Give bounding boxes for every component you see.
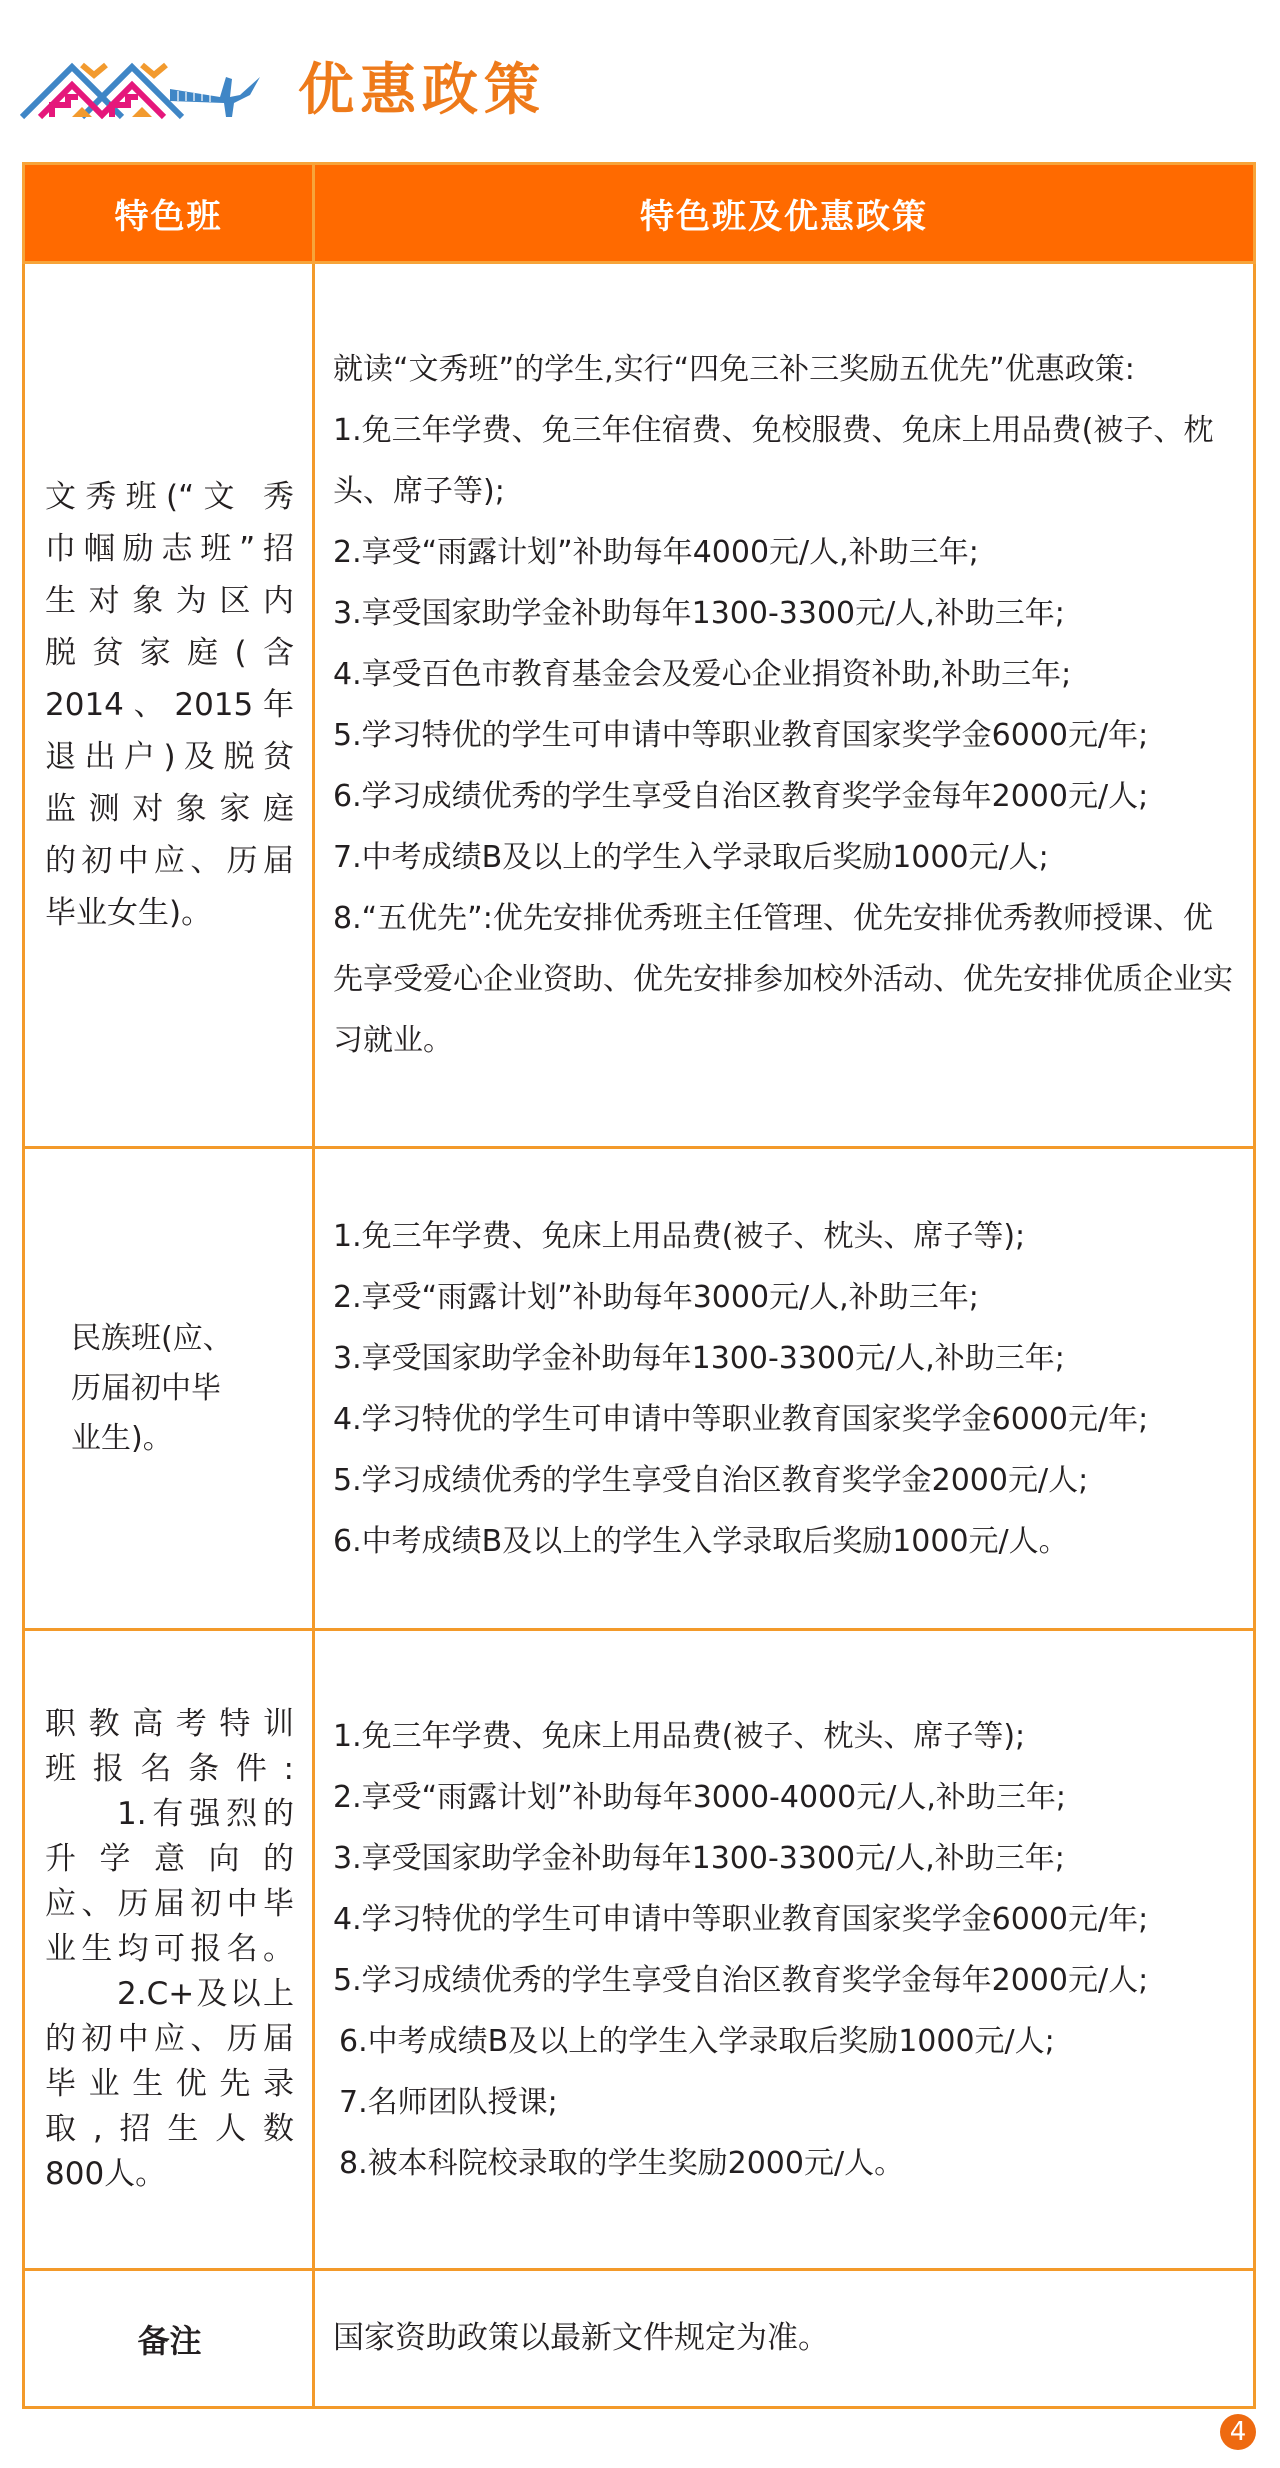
class-name-line: 取,招生人数 <box>45 2111 294 2147</box>
class-name-line: 文秀班(“文 秀 <box>45 479 294 515</box>
policy-item: 1.免三年学费、免床上用品费(被子、枕头、席子等); <box>333 1718 1026 1754</box>
class-name-line: 应、历届初中毕 <box>45 1886 294 1922</box>
policy-item: 8.被本科院校录取的学生奖励2000元/人。 <box>339 2145 905 2181</box>
policy-cell <box>314 1630 1255 2270</box>
policy-item: 2.享受“雨露计划”补助每年3000-4000元/人,补助三年; <box>333 1779 1066 1815</box>
table-row-note <box>24 2270 1255 2408</box>
page-header <box>20 56 546 126</box>
note-cell <box>314 2270 1255 2408</box>
policy-item: 3.享受国家助学金补助每年1300-3300元/人,补助三年; <box>333 1840 1065 1876</box>
class-name-cell <box>24 263 314 1148</box>
class-name-line: 业生均可报名。 <box>45 1931 294 1967</box>
policy-item: 4.享受百色市教育基金会及爱心企业捐资补助,补助三年; <box>333 657 1072 692</box>
policy-item: 6.学习成绩优秀的学生享受自治区教育奖学金每年2000元/人; <box>333 779 1149 814</box>
class-name-line: 毕业女生)。 <box>45 895 213 931</box>
note-label-cell: 备注 <box>24 2270 314 2408</box>
class-name-line: 退出户)及脱贫 <box>45 739 294 775</box>
policy-item: 4.学习特优的学生可申请中等职业教育国家奖学金6000元/年; <box>333 1901 1149 1937</box>
policy-item: 1.免三年学费、免床上用品费(被子、枕头、席子等); <box>333 1218 1026 1254</box>
policy-item: 5.学习成绩优秀的学生享受自治区教育奖学金每年2000元/人; <box>333 1962 1149 1998</box>
note-text: 国家资助政策以最新文件规定为准。 <box>333 2320 829 2356</box>
policy-item: 3.享受国家助学金补助每年1300-3300元/人,补助三年; <box>333 1340 1065 1376</box>
table-row-minzu <box>24 1148 1255 1630</box>
table-header-row <box>24 164 1255 263</box>
policy-item: 7.名师团队授课; <box>339 2084 558 2120</box>
policy-item: 1.免三年学费、免三年住宿费、免校服费、免床上用品费(被子、枕头、席子等); <box>333 413 1214 509</box>
ethnic-pattern-bird-logo-icon <box>20 61 262 121</box>
column-header-policy: 特色班及优惠政策 <box>314 164 1255 263</box>
table-row-gaokao <box>24 1630 1255 2270</box>
class-name-line: 巾帼励志班”招 <box>45 531 294 567</box>
class-name-cell <box>24 1148 314 1630</box>
class-name-line: 业生)。 <box>71 1420 173 1456</box>
class-name-line: 监测对象家庭 <box>45 791 294 827</box>
class-name-line: 民族班(应、 <box>71 1320 233 1356</box>
table-row-wenxiu <box>24 263 1255 1148</box>
class-name-line: 2014、2015年 <box>45 687 294 723</box>
class-name-line: 升学意向的 <box>45 1841 294 1877</box>
class-name-line: 历届初中毕 <box>71 1370 221 1406</box>
policy-item: 4.学习特优的学生可申请中等职业教育国家奖学金6000元/年; <box>333 1401 1149 1437</box>
class-name-line: 的初中应、历届 <box>45 843 294 879</box>
class-name-line: 的初中应、历届 <box>45 2021 294 2057</box>
policy-cell <box>314 1148 1255 1630</box>
column-header-class: 特色班 <box>24 164 314 263</box>
class-name-line: 1.有强烈的 <box>117 1796 294 1832</box>
policy-item: 6.中考成绩B及以上的学生入学录取后奖励1000元/人; <box>339 2023 1055 2059</box>
policy-item: 7.中考成绩B及以上的学生入学录取后奖励1000元/人; <box>333 840 1049 875</box>
policy-item: 2.享受“雨露计划”补助每年3000元/人,补助三年; <box>333 1279 979 1315</box>
policy-item: 3.享受国家助学金补助每年1300-3300元/人,补助三年; <box>333 596 1065 631</box>
page-title: 优惠政策 <box>298 58 546 123</box>
policy-item: 5.学习成绩优秀的学生享受自治区教育奖学金2000元/人; <box>333 1462 1089 1498</box>
class-name-line: 2.C+及以上 <box>117 1976 294 2012</box>
class-name-line: 班报名条件: <box>45 1751 294 1787</box>
policy-intro: 就读“文秀班”的学生,实行“四免三补三奖励五优先”优惠政策: <box>333 352 1135 387</box>
policy-item: 6.中考成绩B及以上的学生入学录取后奖励1000元/人。 <box>333 1523 1069 1559</box>
policy-table <box>22 162 1256 2409</box>
policy-item: 8.“五优先”:优先安排优秀班主任管理、优先安排优秀教师授课、优先享受爱心企业资助、优先安排参加校外活动、优先安排优质企业实习就业。 <box>333 901 1233 1058</box>
class-name-line: 800人。 <box>45 2156 167 2192</box>
policy-item: 5.学习特优的学生可申请中等职业教育国家奖学金6000元/年; <box>333 718 1149 753</box>
class-name-line: 脱贫家庭(含 <box>45 635 294 671</box>
page-number-badge: 4 <box>1220 2414 1256 2450</box>
class-name-line: 职教高考特训 <box>45 1706 294 1742</box>
policy-item: 2.享受“雨露计划”补助每年4000元/人,补助三年; <box>333 535 979 570</box>
class-name-cell <box>24 1630 314 2270</box>
policy-cell <box>314 263 1255 1148</box>
class-name-line: 毕业生优先录 <box>45 2066 294 2102</box>
class-name-line: 生对象为区内 <box>45 583 294 619</box>
